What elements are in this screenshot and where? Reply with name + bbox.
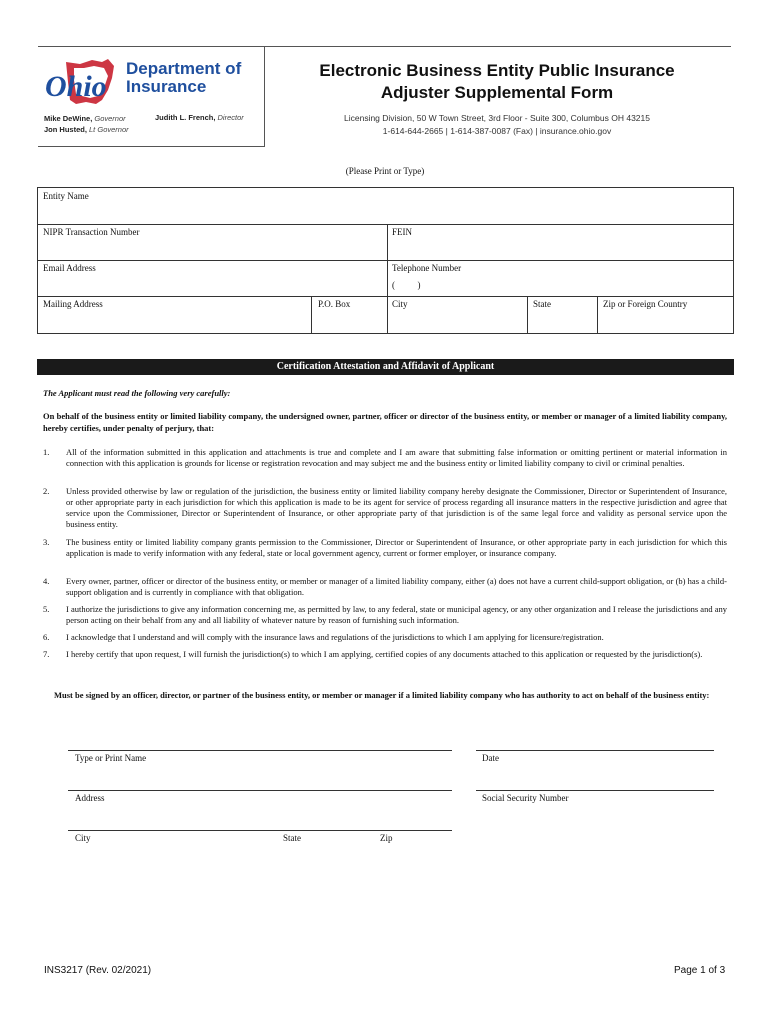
- nipr-field[interactable]: NIPR Transaction Number: [43, 227, 140, 237]
- form-title-line-1: Electronic Business Entity Public Insurance: [319, 61, 675, 80]
- zip-field[interactable]: Zip or Foreign Country: [603, 299, 688, 309]
- department-name: [126, 60, 241, 96]
- state-field[interactable]: State: [533, 299, 551, 309]
- list-item: I acknowledge that I understand and will comply with the insurance laws and regulations of the jurisdictions to which I am applying for licensure/registration.: [66, 632, 604, 642]
- name-line[interactable]: [68, 750, 452, 751]
- item-number: 3.: [43, 537, 50, 547]
- telephone-field[interactable]: Telephone Number: [392, 263, 462, 273]
- col-divider: [311, 296, 312, 334]
- name-label: Type or Print Name: [75, 753, 147, 763]
- city-field[interactable]: City: [392, 299, 408, 309]
- zip-label: Zip: [380, 833, 393, 843]
- row-divider: [38, 260, 733, 261]
- instruction-text: The Applicant must read the following very carefully:: [43, 388, 231, 398]
- po-box-field[interactable]: P.O. Box: [318, 299, 351, 309]
- city-state-zip-line[interactable]: [68, 830, 452, 831]
- row-divider: [38, 296, 733, 297]
- entity-name-field[interactable]: Entity Name: [43, 191, 89, 201]
- fein-field[interactable]: FEIN: [392, 227, 412, 237]
- governor-name: Mike DeWine,: [44, 114, 93, 123]
- list-item: The business entity or limited liability company grants permission to the Commissioner, Director or Superintendent of Insurance, or other appropriate party in each jurisdiction for which this application is made to verify information with any federal, state or local government agency, current or former employer, or insurance company.: [66, 537, 727, 558]
- col-divider: [527, 296, 528, 334]
- form-number: INS3217 (Rev. 02/2021): [44, 965, 152, 976]
- header-top-rule: [38, 46, 731, 47]
- col-divider: [387, 224, 388, 334]
- item-number: 6.: [43, 632, 50, 642]
- governor-title: Governor: [94, 114, 126, 123]
- list-item: All of the information submitted in this application and attachments is true and complete and I am aware that submitting false information or omitting pertinent or material information in connection with this application is grounds for license or registration revocation and may subject me and the business entity or limited liability company to civil or criminal penalties.: [66, 447, 727, 468]
- director-name: Judith L. French,: [155, 113, 216, 122]
- director-title: Director: [217, 113, 244, 122]
- svg-text:Ohio: Ohio: [45, 70, 107, 103]
- division-address: [268, 112, 726, 138]
- ssn-line[interactable]: [476, 790, 714, 791]
- item-number: 7.: [43, 649, 50, 659]
- mailing-address-field[interactable]: Mailing Address: [43, 299, 103, 309]
- officials-left: [44, 113, 129, 135]
- lt-governor-name: Jon Husted,: [44, 125, 87, 134]
- col-divider: [597, 296, 598, 334]
- entity-info-table: [37, 187, 734, 334]
- list-item: I authorize the jurisdictions to give any information concerning me, as permitted by law, to any federal, state or municipal agency, or any other organization and I release the jurisdictions and any person acting on their behalf from any and all liability of whatever nature by reason of furnishing such information.: [66, 604, 727, 625]
- item-number: 2.: [43, 486, 50, 496]
- list-item: Every owner, partner, officer or director of the business entity, or member or manager of a limited liability company, either (a) does not have a current child-support obligation, or (b) has a child-support obligation and is currently in compliance with that obligation.: [66, 576, 727, 597]
- area-code-parens: ( ): [392, 280, 421, 290]
- address-line[interactable]: [68, 790, 452, 791]
- department-line-2: Insurance: [126, 77, 207, 96]
- page-number: Page 1 of 3: [674, 965, 726, 976]
- ohio-logo: [42, 56, 118, 108]
- signature-instruction: Must be signed by an officer, director, or partner of the business entity, or member or manager if a limited liability company who has authority to act on behalf of the business entity:: [54, 690, 710, 700]
- officials-right: [155, 112, 244, 123]
- address-label: Address: [75, 793, 105, 803]
- row-divider: [38, 224, 733, 225]
- item-number: 4.: [43, 576, 50, 586]
- city-label: City: [75, 833, 91, 843]
- form-title-line-2: Adjuster Supplemental Form: [380, 83, 614, 102]
- ssn-label: Social Security Number: [482, 793, 569, 803]
- email-field[interactable]: Email Address: [43, 263, 96, 273]
- address-line-1: Licensing Division, 50 W Town Street, 3rd Floor - Suite 300, Columbus OH 43215: [344, 113, 650, 123]
- item-number: 1.: [43, 447, 50, 457]
- list-item: I hereby certify that upon request, I will furnish the jurisdiction(s) to which I am applying, certified copies of any documents attached to this application or requested by the jurisdiction(s).: [66, 649, 703, 659]
- department-line-1: Department of: [126, 59, 242, 78]
- address-line-2: 1-614-644-2665 | 1-614-387-0087 (Fax) | insurance.ohio.gov: [382, 126, 612, 136]
- print-note: (Please Print or Type): [345, 166, 425, 176]
- date-line[interactable]: [476, 750, 714, 751]
- certification-heading: Certification Attestation and Affidavit of Applicant: [37, 359, 734, 375]
- date-label: Date: [482, 753, 499, 763]
- header-divider: [264, 46, 265, 146]
- certification-intro: On behalf of the business entity or limited liability company, the undersigned owner, partner, officer or director of the business entity, or member or manager of a limited liability company, hereby certifies, under penalty of perjury, that:: [43, 411, 727, 433]
- form-title: [268, 60, 726, 104]
- header-bottom-rule: [38, 146, 265, 147]
- state-label: State: [283, 833, 301, 843]
- item-number: 5.: [43, 604, 50, 614]
- list-item: Unless provided otherwise by law or regulation of the jurisdiction, the business entity or limited liability company hereby designate the Commissioner, Director or Superintendent of Insurance, or other appropriate party in each jurisdiction for which this application is made to be its agent for service of process regarding all insurance matters in the respective jurisdiction and agree that service upon the Commissioner, Director or Superintendent of Insurance, or other appropriate party of that jurisdiction is of the same legal force and validity as personal service upon the business entity.: [66, 486, 727, 529]
- lt-governor-title: Lt Governor: [89, 125, 129, 134]
